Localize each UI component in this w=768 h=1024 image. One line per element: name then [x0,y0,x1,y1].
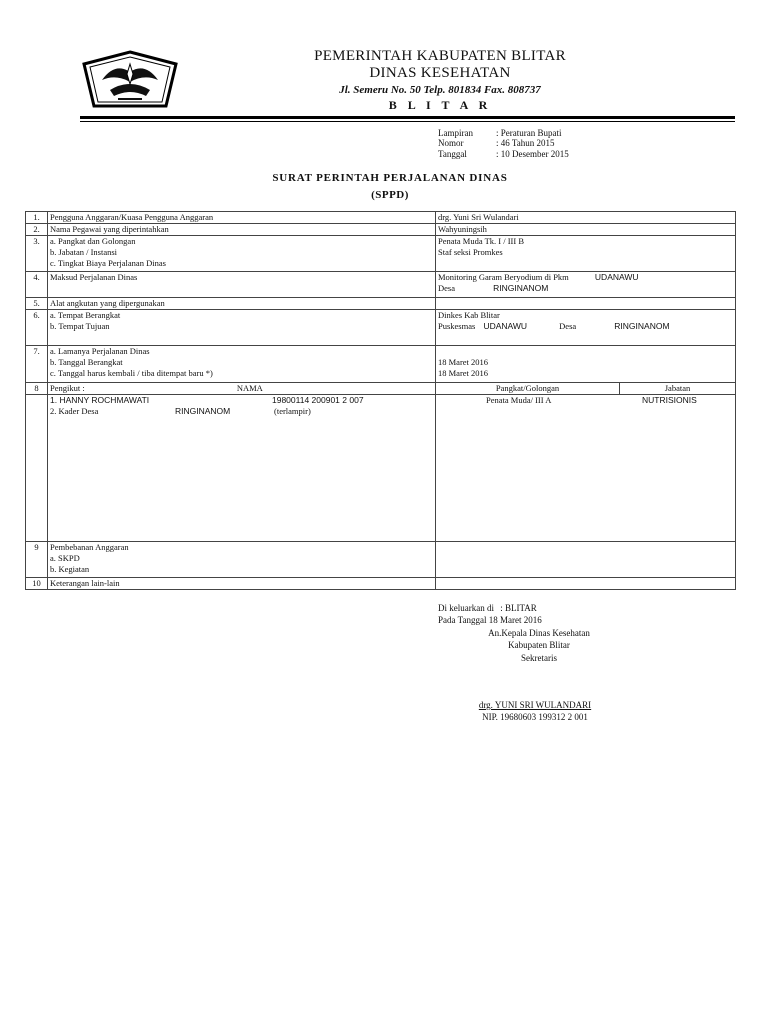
row-number: 3. [26,236,48,272]
signatory-nip: NIP. 19680603 199312 2 001 [482,712,588,722]
row-label: a. SKPD [50,553,80,563]
letterhead-rule-thick [80,116,735,119]
row-label-line [48,383,436,395]
reference-value: : Peraturan Bupati [496,128,562,138]
row-value [436,542,736,578]
row-value-group [436,346,736,383]
row-value-line [438,321,733,332]
row-label: b. Tanggal Berangkat [50,357,123,367]
follower-note: (terlampir) [274,406,311,416]
row-number: 1. [26,212,48,224]
follower-line [50,395,433,406]
row-label: Alat angkutan yang dipergunakan [48,298,436,310]
reference-value: : 46 Tahun 2015 [496,138,555,148]
follower-jabatan: NUTRISIONIS [642,395,697,405]
row-number: 8 [26,383,48,395]
table-row [26,542,736,578]
table-row [26,395,736,542]
follower-name: 2. Kader Desa [50,406,99,416]
row-value: Puskesmas [438,321,476,331]
row-number: 4. [26,272,48,298]
followers-list [48,395,436,542]
table-row [26,236,736,272]
row-value: Desa [559,321,577,331]
signatory-region: Kabupaten Blitar [508,640,570,650]
document-title: SURAT PERINTAH PERJALANAN DINAS [272,172,508,184]
row-value: 18 Maret 2016 [438,357,489,367]
row-label: Maksud Perjalanan Dinas [48,272,436,298]
row-value: Wahyuningsih [436,224,736,236]
row-value: Dinkes Kab Blitar [438,310,500,320]
row-label-group [48,236,436,272]
document-subtitle: (SPPD) [371,189,409,201]
row-number: 6. [26,310,48,346]
agency-city: B L I T A R [388,98,492,112]
row-label: b. Jabatan / Instansi [50,247,118,257]
row-value [436,298,736,310]
table-row [26,383,736,395]
agency-address: Jl. Semeru No. 50 Telp. 801834 Fax. 808737 [339,84,541,96]
row-value: UDANAWU [594,272,639,282]
sppd-form-table [25,211,736,590]
table-row [26,224,736,236]
row-label: b. Kegiatan [50,564,90,574]
table-row [26,310,736,346]
row-value [436,578,736,590]
issued-date-line [438,614,542,626]
row-number: 5. [26,298,48,310]
row-label: b. Tempat Tujuan [50,321,110,331]
issued-value: : BLITAR [500,603,537,613]
follower-line [50,406,433,417]
row-value: RINGINANOM [614,321,670,331]
follower-detail-line [438,395,733,406]
row-number: 7. [26,346,48,383]
row-value: Penata Muda Tk. I / III B [438,236,525,246]
row-value-line [438,283,733,294]
row-label: Pengguna Anggaran/Kuasa Pengguna Anggaran [48,212,436,224]
reference-key: Tanggal [438,149,467,159]
follower-desa: RINGINANOM [175,406,231,416]
row-value: drg. Yuni Sri Wulandari [436,212,736,224]
row-value-line [438,272,733,283]
row-label: Keterangan lain-lain [48,578,436,590]
signatory-name: drg. YUNI SRI WULANDARI [478,700,592,710]
follower-pangkat: Penata Muda/ III A [486,395,552,405]
reference-value: : 10 Desember 2015 [496,149,569,159]
table-row [26,346,736,383]
table-row [26,212,736,224]
kabupaten-blitar-emblem [80,50,180,110]
signatory-on-behalf: An.Kepala Dinas Kesehatan [488,628,590,638]
row-value: UDANAWU [483,321,528,331]
row-value: RINGINANOM [493,283,549,293]
column-header-pangkat: Pangkat/Golongan [436,383,620,395]
row-number: 9 [26,542,48,578]
row-value-group [436,272,736,298]
issued-date-value: 18 Maret 2016 [488,615,542,625]
signatory-position: Sekretaris [521,653,557,663]
row-label: Pengikut : [50,383,85,393]
row-number: 10 [26,578,48,590]
column-header-nama: NAMA [236,383,263,393]
column-header-jabatan: Jabatan [620,383,736,395]
department-name: DINAS KESEHATAN [369,65,511,81]
follower-details [436,395,736,542]
reference-key: Nomor [438,138,464,148]
row-value: Monitoring Garam Beryodium di Pkm [438,272,569,282]
row-label: a. Lamanya Perjalanan Dinas [50,346,150,356]
row-number: 2. [26,224,48,236]
row-value-group [436,310,736,346]
row-number [26,395,48,542]
table-row [26,272,736,298]
row-value: Staf seksi Promkes [438,247,503,257]
reference-line [438,149,569,159]
row-label-group [48,310,436,346]
row-value: 18 Maret 2016 [438,368,489,378]
reference-line [438,128,561,138]
row-label: Nama Pegawai yang diperintahkan [48,224,436,236]
letterhead-rule-thin [80,121,735,122]
agency-name: PEMERINTAH KABUPATEN BLITAR [314,48,566,64]
row-label: c. Tanggal harus kembali / tiba ditempat baru *) [50,368,213,378]
follower-name: 1. HANNY ROCHMAWATI [50,395,150,405]
row-value: Desa [438,283,455,293]
reference-line [438,138,554,148]
row-label: c. Tingkat Biaya Perjalanan Dinas [50,258,166,268]
row-label-group [48,346,436,383]
row-value-group [436,236,736,272]
issued-place-line [438,602,537,614]
row-label: a. Tempat Berangkat [50,310,121,320]
table-row [26,578,736,590]
issued-date-label: Pada Tanggal [438,615,487,625]
table-row [26,298,736,310]
row-label-group [48,542,436,578]
row-label: a. Pangkat dan Golongan [50,236,136,246]
row-value-empty [438,346,733,357]
follower-nip: 19800114 200901 2 007 [272,395,364,405]
reference-key: Lampiran [438,128,473,138]
issued-label: Di keluarkan di [438,603,494,613]
row-label: Pembebanan Anggaran [50,542,129,552]
